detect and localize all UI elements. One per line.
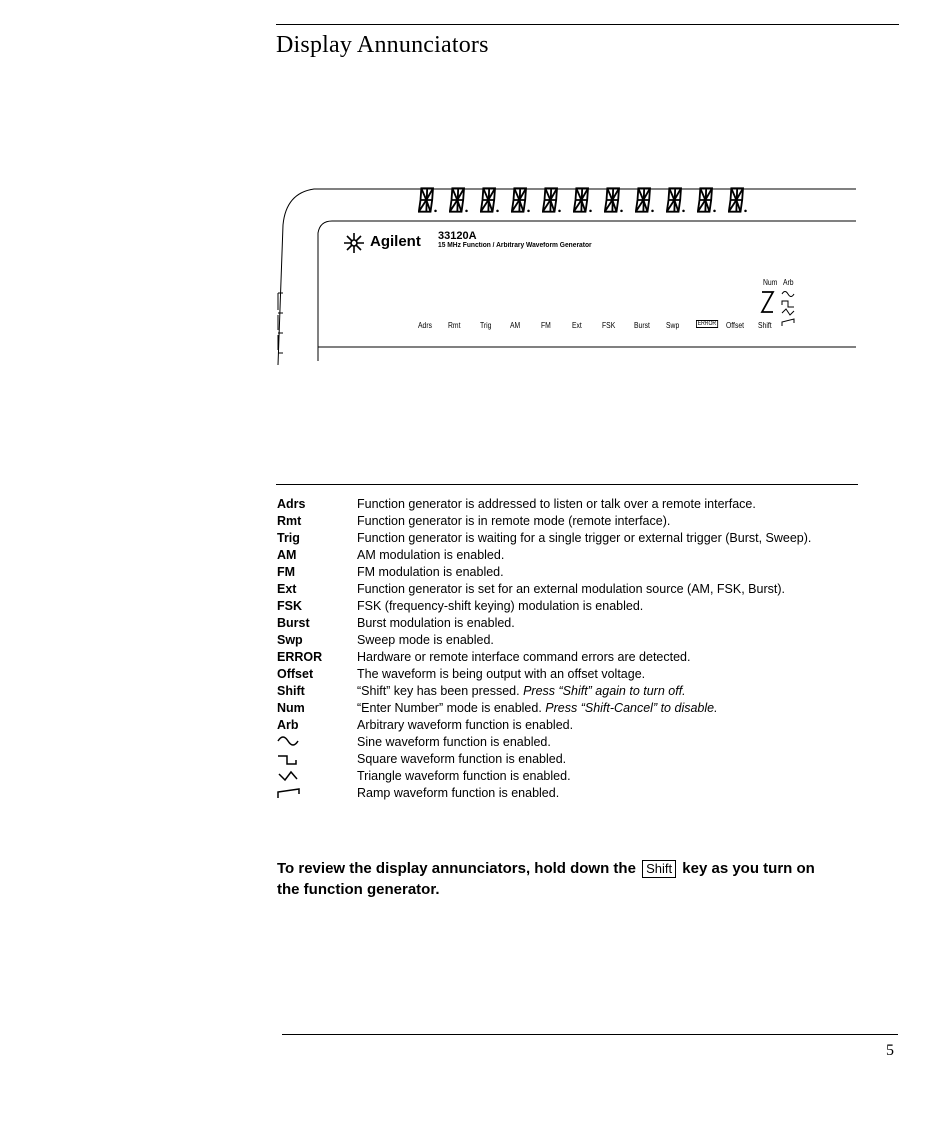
segment-digit [418, 185, 438, 215]
annunciator-term: Ext [277, 582, 297, 596]
waveform-description: Triangle waveform function is enabled. [357, 769, 571, 783]
annunciator-row [277, 581, 877, 598]
segment-digit [542, 185, 562, 215]
annunciator-label: FSK [602, 321, 616, 330]
annunciator-row [277, 564, 877, 581]
annunciator-label: FM [541, 321, 551, 330]
waveform-description: Sine waveform function is enabled. [357, 735, 551, 749]
waveform-row [277, 751, 877, 768]
annunciator-term: Swp [277, 633, 303, 647]
annunciator-row [277, 717, 877, 734]
review-note [277, 858, 837, 900]
annunciator-row [277, 598, 877, 615]
brand-name: Agilent [370, 233, 421, 250]
segment-digit [666, 185, 686, 215]
annunciator-term: FSK [277, 599, 302, 613]
annunciator-row [277, 513, 877, 530]
annunciator-description: FSK (frequency-shift keying) modulation is enabled. [357, 599, 644, 613]
annunciator-label: Rmt [448, 321, 461, 330]
waveform-description: Square waveform function is enabled. [357, 752, 567, 766]
page-title: Display Annunciators [276, 32, 489, 58]
annunciator-label: Swp [666, 321, 680, 330]
annunciator-label: Offset [726, 321, 745, 330]
annunciator-term: Shift [277, 684, 305, 698]
annunciator-row [277, 649, 877, 666]
annunciator-term: ERROR [277, 650, 323, 664]
annunciator-row [277, 666, 877, 683]
annunciator-term: Adrs [277, 497, 306, 511]
annunciator-label: Trig [480, 321, 492, 330]
annunciator-term: Offset [277, 667, 314, 681]
annunciator-label: Ext [572, 321, 582, 330]
model-number: 33120A [438, 230, 477, 242]
segment-digit [511, 185, 531, 215]
annunciator-row [277, 547, 877, 564]
annunciator-description: “Enter Number” mode is enabled. Press “Shift-Cancel” to disable. [357, 701, 718, 715]
annunciator-label: ERROR [697, 321, 717, 327]
annunciator-description: Burst modulation is enabled. [357, 616, 515, 630]
annunciator-description: Function generator is addressed to listen or talk over a remote interface. [357, 497, 756, 511]
table-rule [276, 484, 858, 485]
annunciator-row [277, 530, 877, 547]
arb-label: Arb [783, 278, 794, 287]
annunciator-description: Function generator is in remote mode (remote interface). [357, 514, 671, 528]
shift-key: Shift [642, 860, 676, 878]
annunciator-term: Burst [277, 616, 310, 630]
annunciator-description: Arbitrary waveform function is enabled. [357, 718, 574, 732]
review-note-after: key as you turn on the function generator. [277, 860, 815, 898]
annunciator-description: “Shift” key has been pressed. Press “Shift” again to turn off. [357, 684, 686, 698]
annunciator-label: Shift [758, 321, 772, 330]
square-wave-icon [277, 752, 303, 767]
segment-digit [480, 185, 500, 215]
bottom-rule [282, 1034, 898, 1035]
num-label: Num [763, 278, 778, 287]
annunciator-row [277, 632, 877, 649]
annunciator-row [277, 496, 877, 513]
z-glyph [762, 292, 773, 312]
annunciator-term: Trig [277, 531, 300, 545]
annunciator-list [277, 496, 877, 802]
annunciator-description: Function generator is waiting for a single trigger or external trigger (Burst, Sweep). [357, 531, 812, 545]
waveform-row [277, 768, 877, 785]
annunciator-note: Press “Shift-Cancel” to disable. [545, 701, 718, 715]
annunciator-term: Rmt [277, 514, 302, 528]
waveform-row [277, 785, 877, 802]
annunciator-description: Hardware or remote interface command errors are detected. [357, 650, 691, 664]
annunciator-term: FM [277, 565, 296, 579]
agilent-logo-icon [344, 233, 364, 253]
annunciator-term: Arb [277, 718, 299, 732]
sine-wave-icon [277, 735, 303, 750]
segment-digit [697, 185, 717, 215]
waveform-description: Ramp waveform function is enabled. [357, 786, 560, 800]
triangle-wave-icon [277, 769, 303, 784]
annunciator-description: FM modulation is enabled. [357, 565, 504, 579]
model-subtitle: 15 MHz Function / Arbitrary Waveform Generator [438, 242, 592, 249]
segment-digit [573, 185, 593, 215]
annunciator-description: Sweep mode is enabled. [357, 633, 494, 647]
segment-digit [604, 185, 624, 215]
segment-digit [449, 185, 469, 215]
annunciator-row [277, 615, 877, 632]
annunciator-label: Burst [634, 321, 650, 330]
annunciator-label: AM [510, 321, 521, 330]
top-rule [276, 24, 899, 25]
annunciator-description: The waveform is being output with an offset voltage. [357, 667, 646, 681]
annunciator-row [277, 683, 877, 700]
annunciator-description: Function generator is set for an external modulation source (AM, FSK, Burst). [357, 582, 785, 596]
review-note-before: To review the display annunciators, hold down the [277, 860, 641, 877]
page-number: 5 [886, 1042, 894, 1059]
annunciator-term: AM [277, 548, 297, 562]
segment-digit [728, 185, 748, 215]
annunciator-description: AM modulation is enabled. [357, 548, 505, 562]
annunciator-note: Press “Shift” again to turn off. [523, 684, 686, 698]
annunciator-row [277, 700, 877, 717]
waveform-row [277, 734, 877, 751]
instrument-illustration [270, 185, 860, 370]
annunciator-label: Adrs [418, 321, 432, 330]
ramp-wave-icon [277, 786, 303, 801]
annunciator-term: Num [277, 701, 305, 715]
segment-digit [635, 185, 655, 215]
